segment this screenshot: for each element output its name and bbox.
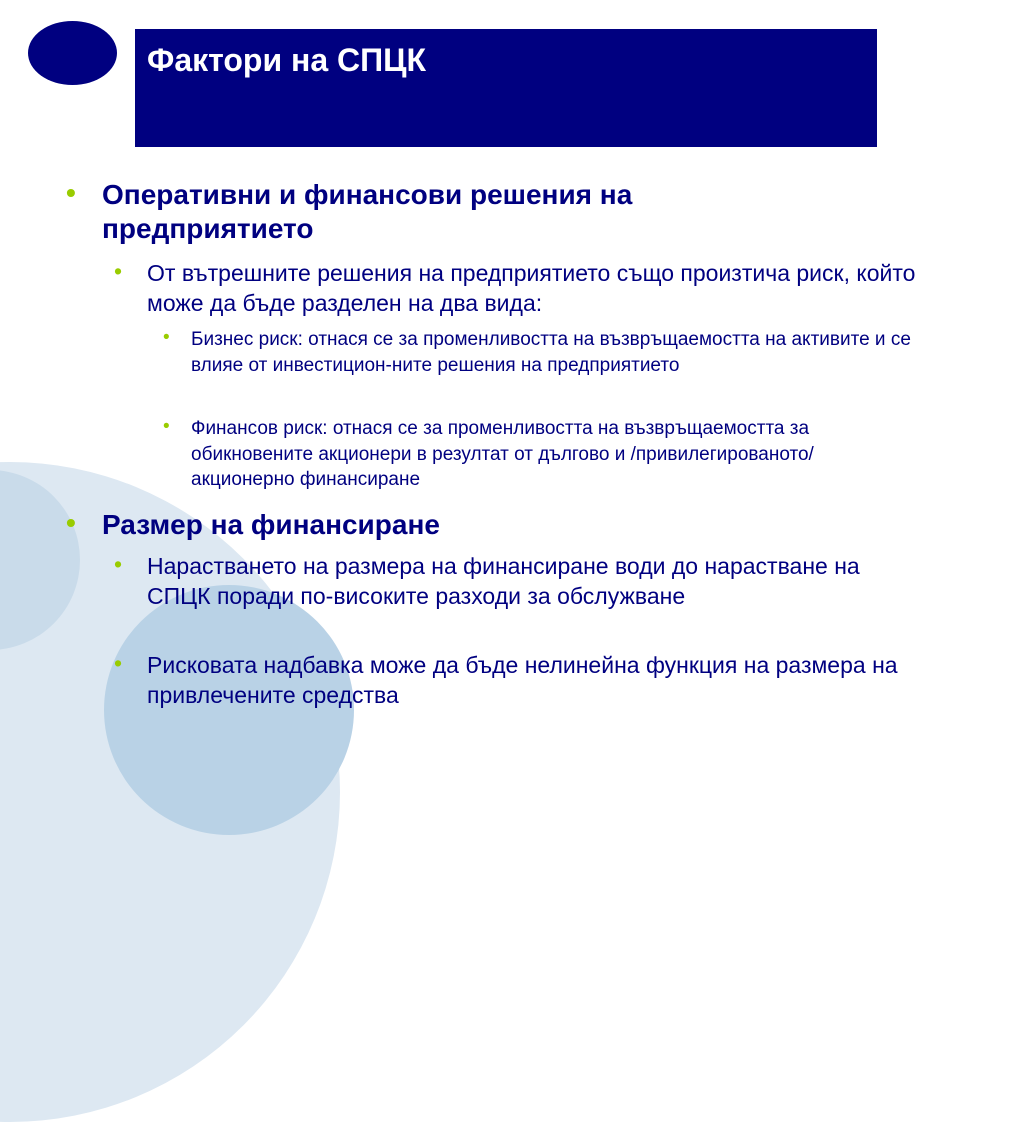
bullet-icon: • (114, 551, 123, 577)
bullet-level2: Рисковата надбавка може да бъде нелинейна функция на размера на привлечените средства (147, 652, 898, 708)
bullet-level1: Размер на финансиране (102, 509, 440, 540)
bullet-level1: Оперативни и финансови решения на предприятието (102, 179, 633, 244)
bullet-icon: • (114, 650, 123, 676)
bullet-level3: Финансов риск: отнася се за променливостта на възвръщаемостта за обикновените акционери в резултат от дългово и /привилегированото/ акционерно финансиране (191, 418, 814, 490)
slide-title: Фактори на СПЦК (147, 42, 427, 78)
bullet-level3: Бизнес риск: отнася се за променливостта на възвръщаемостта на активите и се влияе от инвестицион-ните решения на предприятието (191, 329, 911, 376)
bullet-level2: От вътрешните решения на предприятието също произтича риск, който може да бъде разделен на два вида: (147, 260, 916, 316)
bullet-level2: Нарастването на размера на финансиране води до нарастване на СПЦК поради по-високите разходи за обслужване (147, 553, 860, 609)
bullet-icon: • (163, 327, 170, 348)
bullet-icon: • (66, 177, 76, 208)
bullet-icon: • (114, 258, 123, 284)
bullet-icon: • (163, 416, 170, 437)
bullet-icon: • (66, 507, 76, 538)
